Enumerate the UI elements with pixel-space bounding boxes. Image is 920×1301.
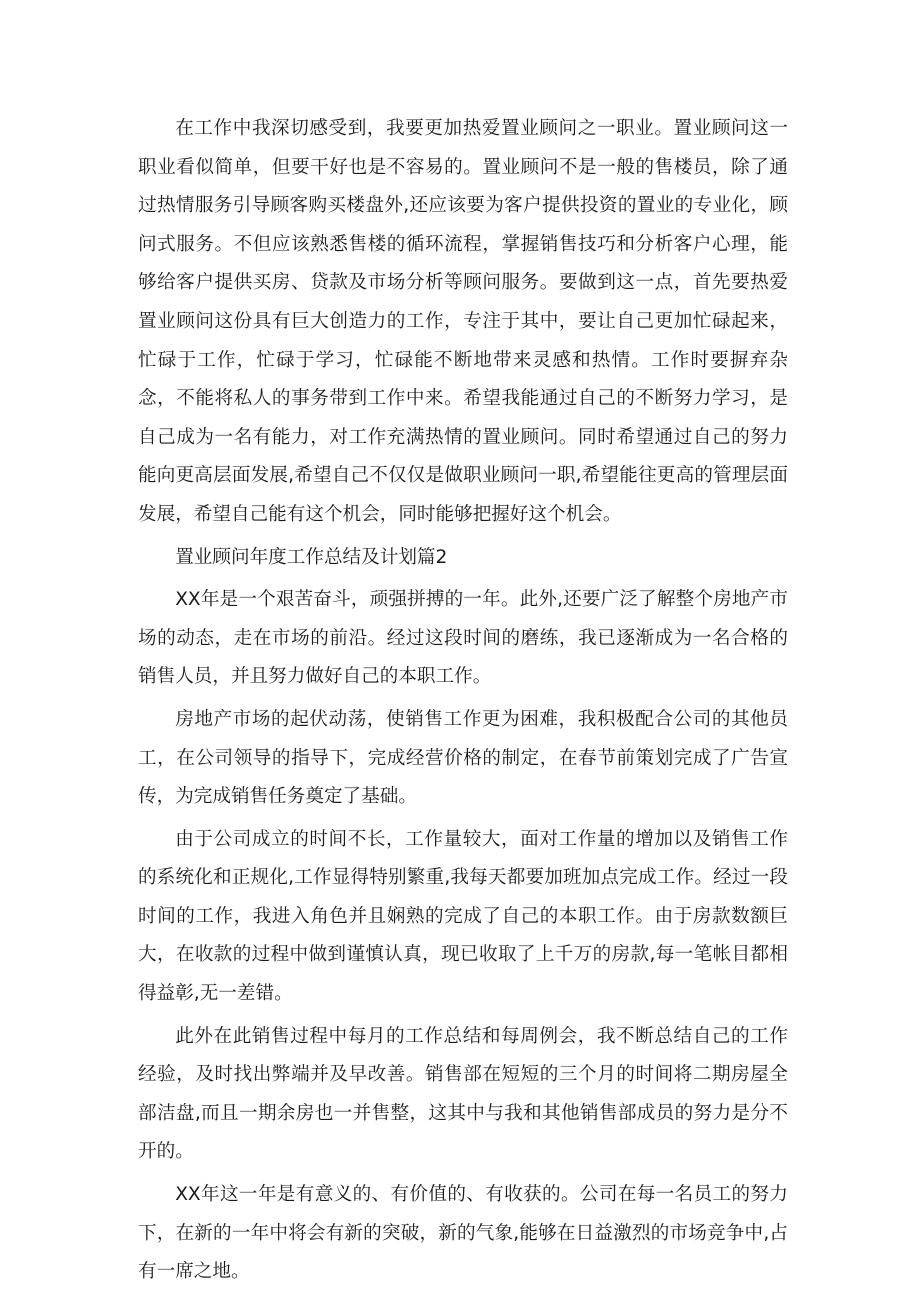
document-body bbox=[138, 110, 788, 1292]
paragraph-market-challenges: 房地产市场的起伏动荡，使销售工作更为困难，我积极配合公司的其他员工，在公司领导的指导下，完成经营价格的制定，在春节前策划完成了广告宣传，为完成销售任务奠定了基础。 bbox=[138, 708, 788, 808]
paragraph-sales-results: 此外在此销售过程中每月的工作总结和每周例会，我不断总结自己的工作经验，及时找出弊端并及早改善。销售部在短短的三个月的时间将二期房屋全部洁盘,而且一期余房也一并售整，这其中与我和其他销售部成员的努力是分不开的。 bbox=[138, 1025, 788, 1163]
paragraph-conclusion: XX年这一年是有意义的、有价值的、有收获的。公司在每一名员工的努力下，在新的一年中将会有新的突破，新的气象,能够在日益激烈的市场竞争中,占有一席之地。 bbox=[138, 1184, 788, 1283]
section-heading: 置业顾问年度工作总结及计划篇2 bbox=[175, 546, 448, 568]
paragraph-year-overview: XX年是一个艰苦奋斗，顽强拼搏的一年。此外,还要广泛了解整个房地产市场的动态，走在市场的前沿。经过这段时间的磨练，我已逐渐成为一名合格的销售人员，并且努力做好自己的本职工作。 bbox=[138, 589, 788, 688]
paragraph-career-reflection: 在工作中我深切感受到，我要更加热爱置业顾问之一职业。置业顾问这一职业看似简单，但要干好也是不容易的。置业顾问不是一般的售楼员，除了通过热情服务引导顾客购买楼盘外,还应该要为客户提供投资的置业的专业化，顾问式服务。不但应该熟悉售楼的循环流程，掌握销售技巧和分析客户心理，能够给客户提供买房、贷款及市场分析等顾问服务。要做到这一点，首先要热爱置业顾问这份具有巨大创造力的工作，专注于其中，要让自己更加忙碌起来，忙碌于工作，忙碌于学习，忙碌能不断地带来灵感和热情。工作时要摒弃杂念，不能将私人的事务带到工作中来。希望我能通过自己的不断努力学习，是自己成为一名有能力，对工作充满热情的置业顾问。同时希望通过自己的努力能向更高层面发展,希望自己不仅仅是做职业顾问一职,希望能往更高的管理层面发展，希望自己能有这个机会，同时能够把握好这个机会。 bbox=[138, 118, 788, 525]
paragraph-workload: 由于公司成立的时间不长，工作量较大，面对工作量的增加以及销售工作的系统化和正规化,工作显得特别繁重,我每天都要加班加点完成工作。经过一段时间的工作，我进入角色并且娴熟的完成了自己的本职工作。由于房款数额巨大，在收款的过程中做到谨慎认真，现已收取了上千万的房款,每一笔帐目都相得益彰,无一差错。 bbox=[138, 828, 788, 1005]
